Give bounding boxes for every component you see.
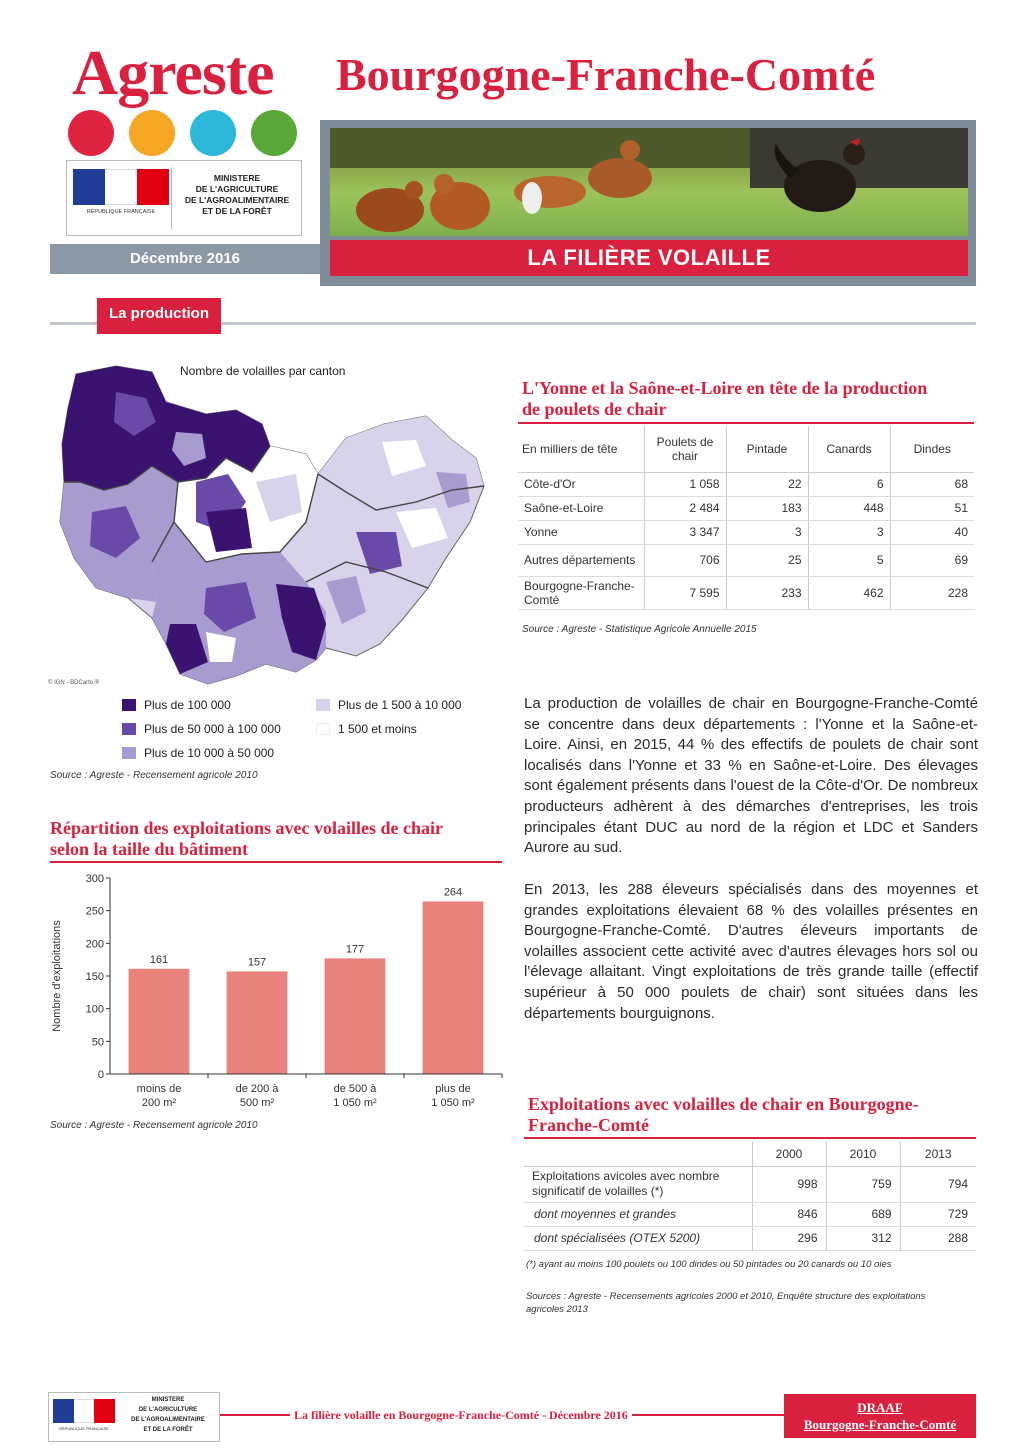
exploitations-table (524, 1142, 976, 1251)
table-row: Exploitations avicoles avec nombre significatif de volailles (*) 998 759 794 (524, 1166, 976, 1202)
bar (423, 902, 484, 1074)
chart-source: Source : Agreste - Recensement agricole 2010 (50, 1120, 258, 1131)
table-row: Saône-et-Loire 2 484 183 448 51 (518, 496, 974, 520)
republique-label: RÉPUBLIQUE FRANÇAISE (59, 1426, 109, 1431)
column-header: En milliers de tête (518, 426, 644, 472)
x-category-label: plus de 1 050 m² (431, 1083, 475, 1109)
x-category-label: de 500 à 1 050 m² (333, 1083, 377, 1109)
heading-rule (524, 1137, 976, 1139)
y-tick-label: 50 (91, 1036, 104, 1049)
ministry-name: MINISTERE DE L'AGRICULTURE DE L'AGROALIMENTAIRE ET DE LA FORÊT (131, 1397, 205, 1433)
publication-date: Décembre 2016 (50, 244, 320, 274)
map-source: Source : Agreste - Recensement agricole 2010 (50, 770, 258, 781)
bar-value-label: 264 (443, 886, 463, 899)
table-row: Côte-d'Or 1 058 22 6 68 (518, 472, 974, 496)
table-row: Yonne 3 347 3 3 40 (518, 520, 974, 544)
ministry-logo (66, 160, 302, 236)
y-tick-label: 150 (85, 971, 104, 983)
table2-source: Sources : Agreste - Recensements agricoles 2000 et 2010, Enquête structure des exploitations agricoles 2013 (526, 1291, 926, 1315)
section-tab-production: La production (97, 298, 221, 334)
agreste-logo: Agreste (72, 37, 274, 108)
column-header: 2000 (752, 1142, 826, 1166)
footer-text: La filière volaille en Bourgogne-Franche-Comté - Décembre 2016 (290, 1408, 632, 1423)
marianne-flag-icon (73, 169, 169, 205)
map-title: Nombre de volailles par canton (180, 364, 346, 378)
y-tick-label: 300 (85, 873, 104, 885)
legend-swatch (122, 723, 136, 735)
heading-rule (50, 861, 502, 863)
marianne-flag-icon (53, 1399, 115, 1423)
legend-swatch (122, 747, 136, 759)
table-row: Bourgogne-Franche-Comté 7 595 233 462 228 (518, 576, 974, 609)
column-header (524, 1142, 752, 1166)
table2-heading: Exploitations avec volailles de chair en Bourgogne-Franche-Comté (528, 1094, 919, 1135)
footer-ministry-logo (48, 1392, 220, 1442)
table-row: Autres départements 706 25 5 69 (518, 544, 974, 576)
chart-heading: Répartition des exploitations avec volailles de chair selon la taille du bâtiment (50, 818, 443, 859)
column-header: Dindes (890, 426, 974, 472)
paragraph-exploitations: En 2013, les 288 éleveurs spécialisés dans des moyennes et grandes exploitations élevaient 68 % des volailles présentes en Bourgogne-Franche-Comté. D'autres éleveurs importants de volailles associent cette activité avec d'autres élevages hors sol ou l'élevage allaitant. Vingt exploitations de très grande taille (effectif supérieur à 50 000 poulets de chair) sont situées dans les départements bourguignons. (524, 881, 978, 1022)
ministry-name: MINISTERE DE L'AGRICULTURE DE L'AGROALIMENTAIRE ET DE LA FORÊT (184, 173, 290, 216)
republique-label: RÉPUBLIQUE FRANÇAISE (86, 209, 156, 215)
y-axis-label: Nombre d'exploitations (51, 920, 63, 1032)
legend-item: Plus de 1 500 à 10 000 (316, 698, 461, 712)
region-title: Bourgogne-Franche-Comté (336, 49, 876, 100)
paragraph-production: La production de volailles de chair en Bourgogne-Franche-Comté se concentre dans deux départements : l'Yonne et la Saône-et-Loire. Ainsi, en 2015, 44 % des effectifs de poulets de chair sont localisés dans l'Yonne et 33 % en Saône-et-Loire. Des élevages sont également présents dans l'ouest de la Côte-d'Or. De nombreux producteurs adhèrent à des démarches d'entreprises, les trois principales étant DUC au nord de la région et LDC et Sanders Aurore au sud. (524, 695, 978, 857)
legend-swatch (316, 699, 330, 711)
y-tick-label: 200 (85, 938, 104, 951)
legend-swatch (316, 723, 330, 735)
map-copyright: © IGN - BDCarto ® (48, 680, 100, 686)
x-category-label: moins de 200 m² (136, 1083, 182, 1109)
chickens-photo (330, 128, 968, 236)
legend-item: Plus de 50 000 à 100 000 (122, 722, 281, 736)
draaf-link[interactable] (784, 1394, 976, 1438)
logo-dot-orange (129, 110, 175, 156)
y-tick-label: 0 (97, 1069, 104, 1081)
bar (227, 971, 288, 1074)
logo-dot-blue (190, 110, 236, 156)
bar (325, 958, 386, 1074)
column-header: Canards (808, 426, 890, 472)
legend-item: 1 500 et moins (316, 722, 417, 736)
bar-value-label: 157 (247, 956, 267, 969)
heading-rule (518, 422, 974, 424)
column-header: Pintade (726, 426, 808, 472)
logo-dot-red (68, 110, 114, 156)
bar (129, 969, 190, 1074)
logo-dot-green (251, 110, 297, 156)
canton-map (56, 362, 490, 692)
y-tick-label: 250 (85, 905, 104, 918)
legend-item: Plus de 10 000 à 50 000 (122, 746, 274, 760)
table2-note: (*) ayant au moins 100 poulets ou 100 dindes ou 50 pintades ou 20 canards ou 10 oies (526, 1259, 892, 1270)
table-row: dont spécialisées (OTEX 5200) 296 312 288 (524, 1226, 976, 1250)
legend-item: Plus de 100 000 (122, 698, 231, 712)
table-row: dont moyennes et grandes 846 689 729 (524, 1202, 976, 1226)
bar-value-label: 177 (345, 943, 365, 956)
legend-swatch (122, 699, 136, 711)
bar-value-label: 161 (149, 953, 169, 966)
column-header: 2013 (900, 1142, 976, 1166)
title-banner: LA FILIÈRE VOLAILLE (330, 240, 968, 276)
table1-heading: L'Yonne et la Saône-et-Loire en tête de la production de poulets de chair (522, 378, 928, 419)
bar-chart (46, 870, 506, 1120)
draaf-region-label: Bourgogne-Franche-Comté (803, 1417, 957, 1432)
x-category-label: de 200 à 500 m² (235, 1083, 279, 1109)
y-tick-label: 100 (85, 1003, 104, 1016)
draaf-label: DRAAF (857, 1400, 903, 1415)
production-table (518, 426, 974, 610)
table1-source: Source : Agreste - Statistique Agricole Annuelle 2015 (522, 624, 757, 635)
column-header: Poulets de chair (644, 426, 726, 472)
column-header: 2010 (826, 1142, 900, 1166)
